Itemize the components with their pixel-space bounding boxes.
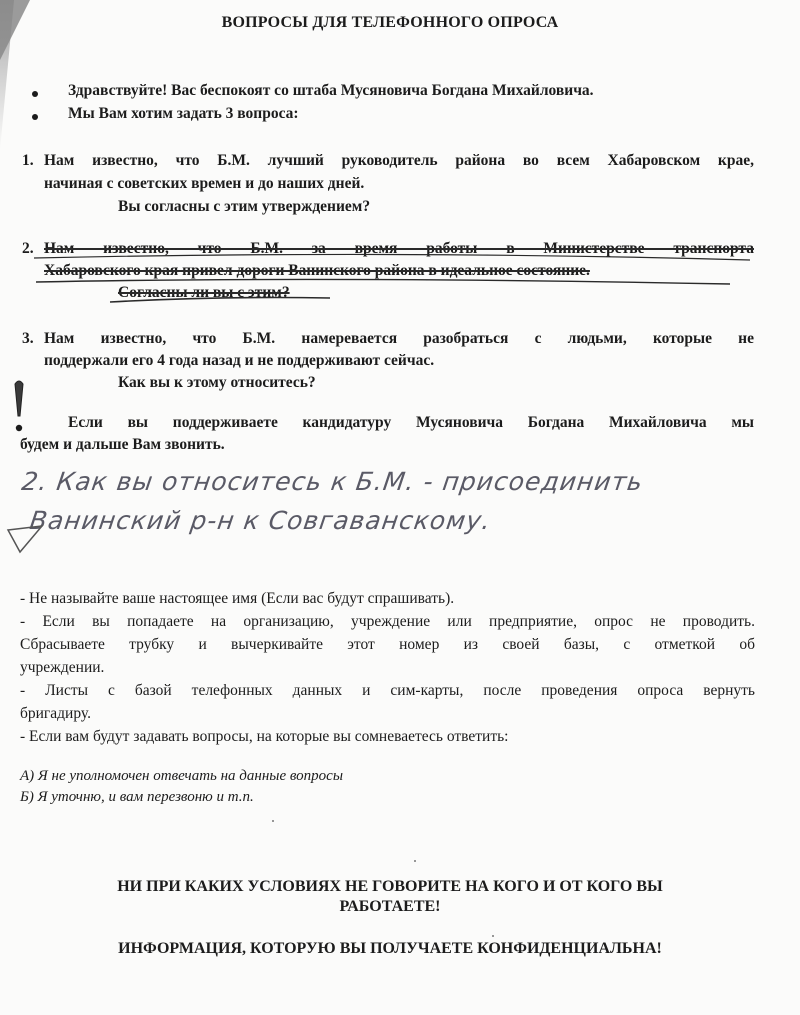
instruction-1: - Не называйте ваше настоящее имя (Если вас будут спрашивать). [20, 590, 455, 607]
scan-speck [272, 820, 274, 822]
question-2-line-1-struck: Нам известно, что Б.М. за время работы в Министерстве транспорта [44, 240, 754, 257]
instruction-2-cont: Сбрасываете трубку и вычеркивайте этот номер из своей базы, с отметкой об [20, 636, 755, 653]
answer-a: А) Я не уполномочен отвечать на данные вопросы [20, 768, 343, 784]
greeting-text: Здравствуйте! Вас беспокоят со штаба Мусяновича Богдана Михайловича. [68, 82, 594, 99]
handdrawn-triangle-icon [6, 524, 46, 554]
support-note-line-1: Если вы поддерживаете кандидатуру Мусяновича Богдана Михайловича мы [68, 414, 754, 431]
instruction-2: - Если вы попадаете на организацию, учреждение или предприятие, опрос не проводить. [20, 613, 755, 630]
warning-line-1: НИ ПРИ КАКИХ УСЛОВИЯХ НЕ ГОВОРИТЕ НА КОГО И ОТ КОГО ВЫ [117, 878, 663, 895]
pen-strike-marks [30, 246, 760, 306]
instruction-3: - Листы с базой телефонных данных и сим-карты, после проведения опроса вернуть [20, 682, 755, 699]
instruction-4: - Если вам будут задавать вопросы, на которые вы сомневаетесь ответить: [20, 728, 509, 745]
handwritten-note-line-1: 2. Как вы относитесь к Б.М. - присоединить [19, 467, 646, 496]
warning-confidential: ИНФОРМАЦИЯ, КОТОРУЮ ВЫ ПОЛУЧАЕТЕ КОНФИДЕНЦИАЛЬНА! [118, 940, 662, 957]
scan-speck [414, 860, 416, 862]
question-2-prompt-struck: Согласны ли вы с этим? [118, 284, 290, 301]
handwritten-note-line-2: Ванинский р-н к Совгаванскому. [27, 506, 494, 535]
question-3-prompt: Как вы к этому относитесь? [118, 374, 316, 391]
handdrawn-exclamation-icon [12, 380, 26, 434]
question-2-line-2-struck: Хабаровского края привел дороги Ванинского района в идеальное состояние. [44, 262, 590, 279]
bullet-icon [32, 114, 38, 120]
question-1-number: 1. [22, 152, 34, 169]
support-note-line-2: будем и дальше Вам звонить. [20, 436, 225, 453]
answer-b: Б) Я уточню, и вам перезвоню и т.п. [20, 789, 254, 805]
question-1-prompt: Вы согласны с этим утверждением? [118, 198, 371, 215]
instruction-3-end: бригадиру. [20, 705, 91, 722]
question-3-line-2: поддержали его 4 года назад и не поддерживают сейчас. [44, 352, 435, 369]
question-3-number: 3. [22, 330, 34, 347]
instruction-2-end: учреждении. [20, 659, 105, 676]
question-1-line-1: Нам известно, что Б.М. лучший руководитель района во всем Хабаровском крае, [44, 152, 754, 169]
question-3-line-1: Нам известно, что Б.М. намеревается разобраться с людьми, которые не [44, 330, 754, 347]
question-1-line-2: начиная с советских времен и до наших дней. [44, 175, 365, 192]
scan-speck [492, 935, 494, 937]
question-2-number: 2. [22, 240, 34, 257]
warning-line-2: РАБОТАЕТЕ! [339, 898, 441, 915]
bullet-icon [32, 91, 38, 97]
intro-question-count: Мы Вам хотим задать 3 вопроса: [68, 105, 299, 122]
document-title: ВОПРОСЫ ДЛЯ ТЕЛЕФОННОГО ОПРОСА [221, 14, 559, 31]
